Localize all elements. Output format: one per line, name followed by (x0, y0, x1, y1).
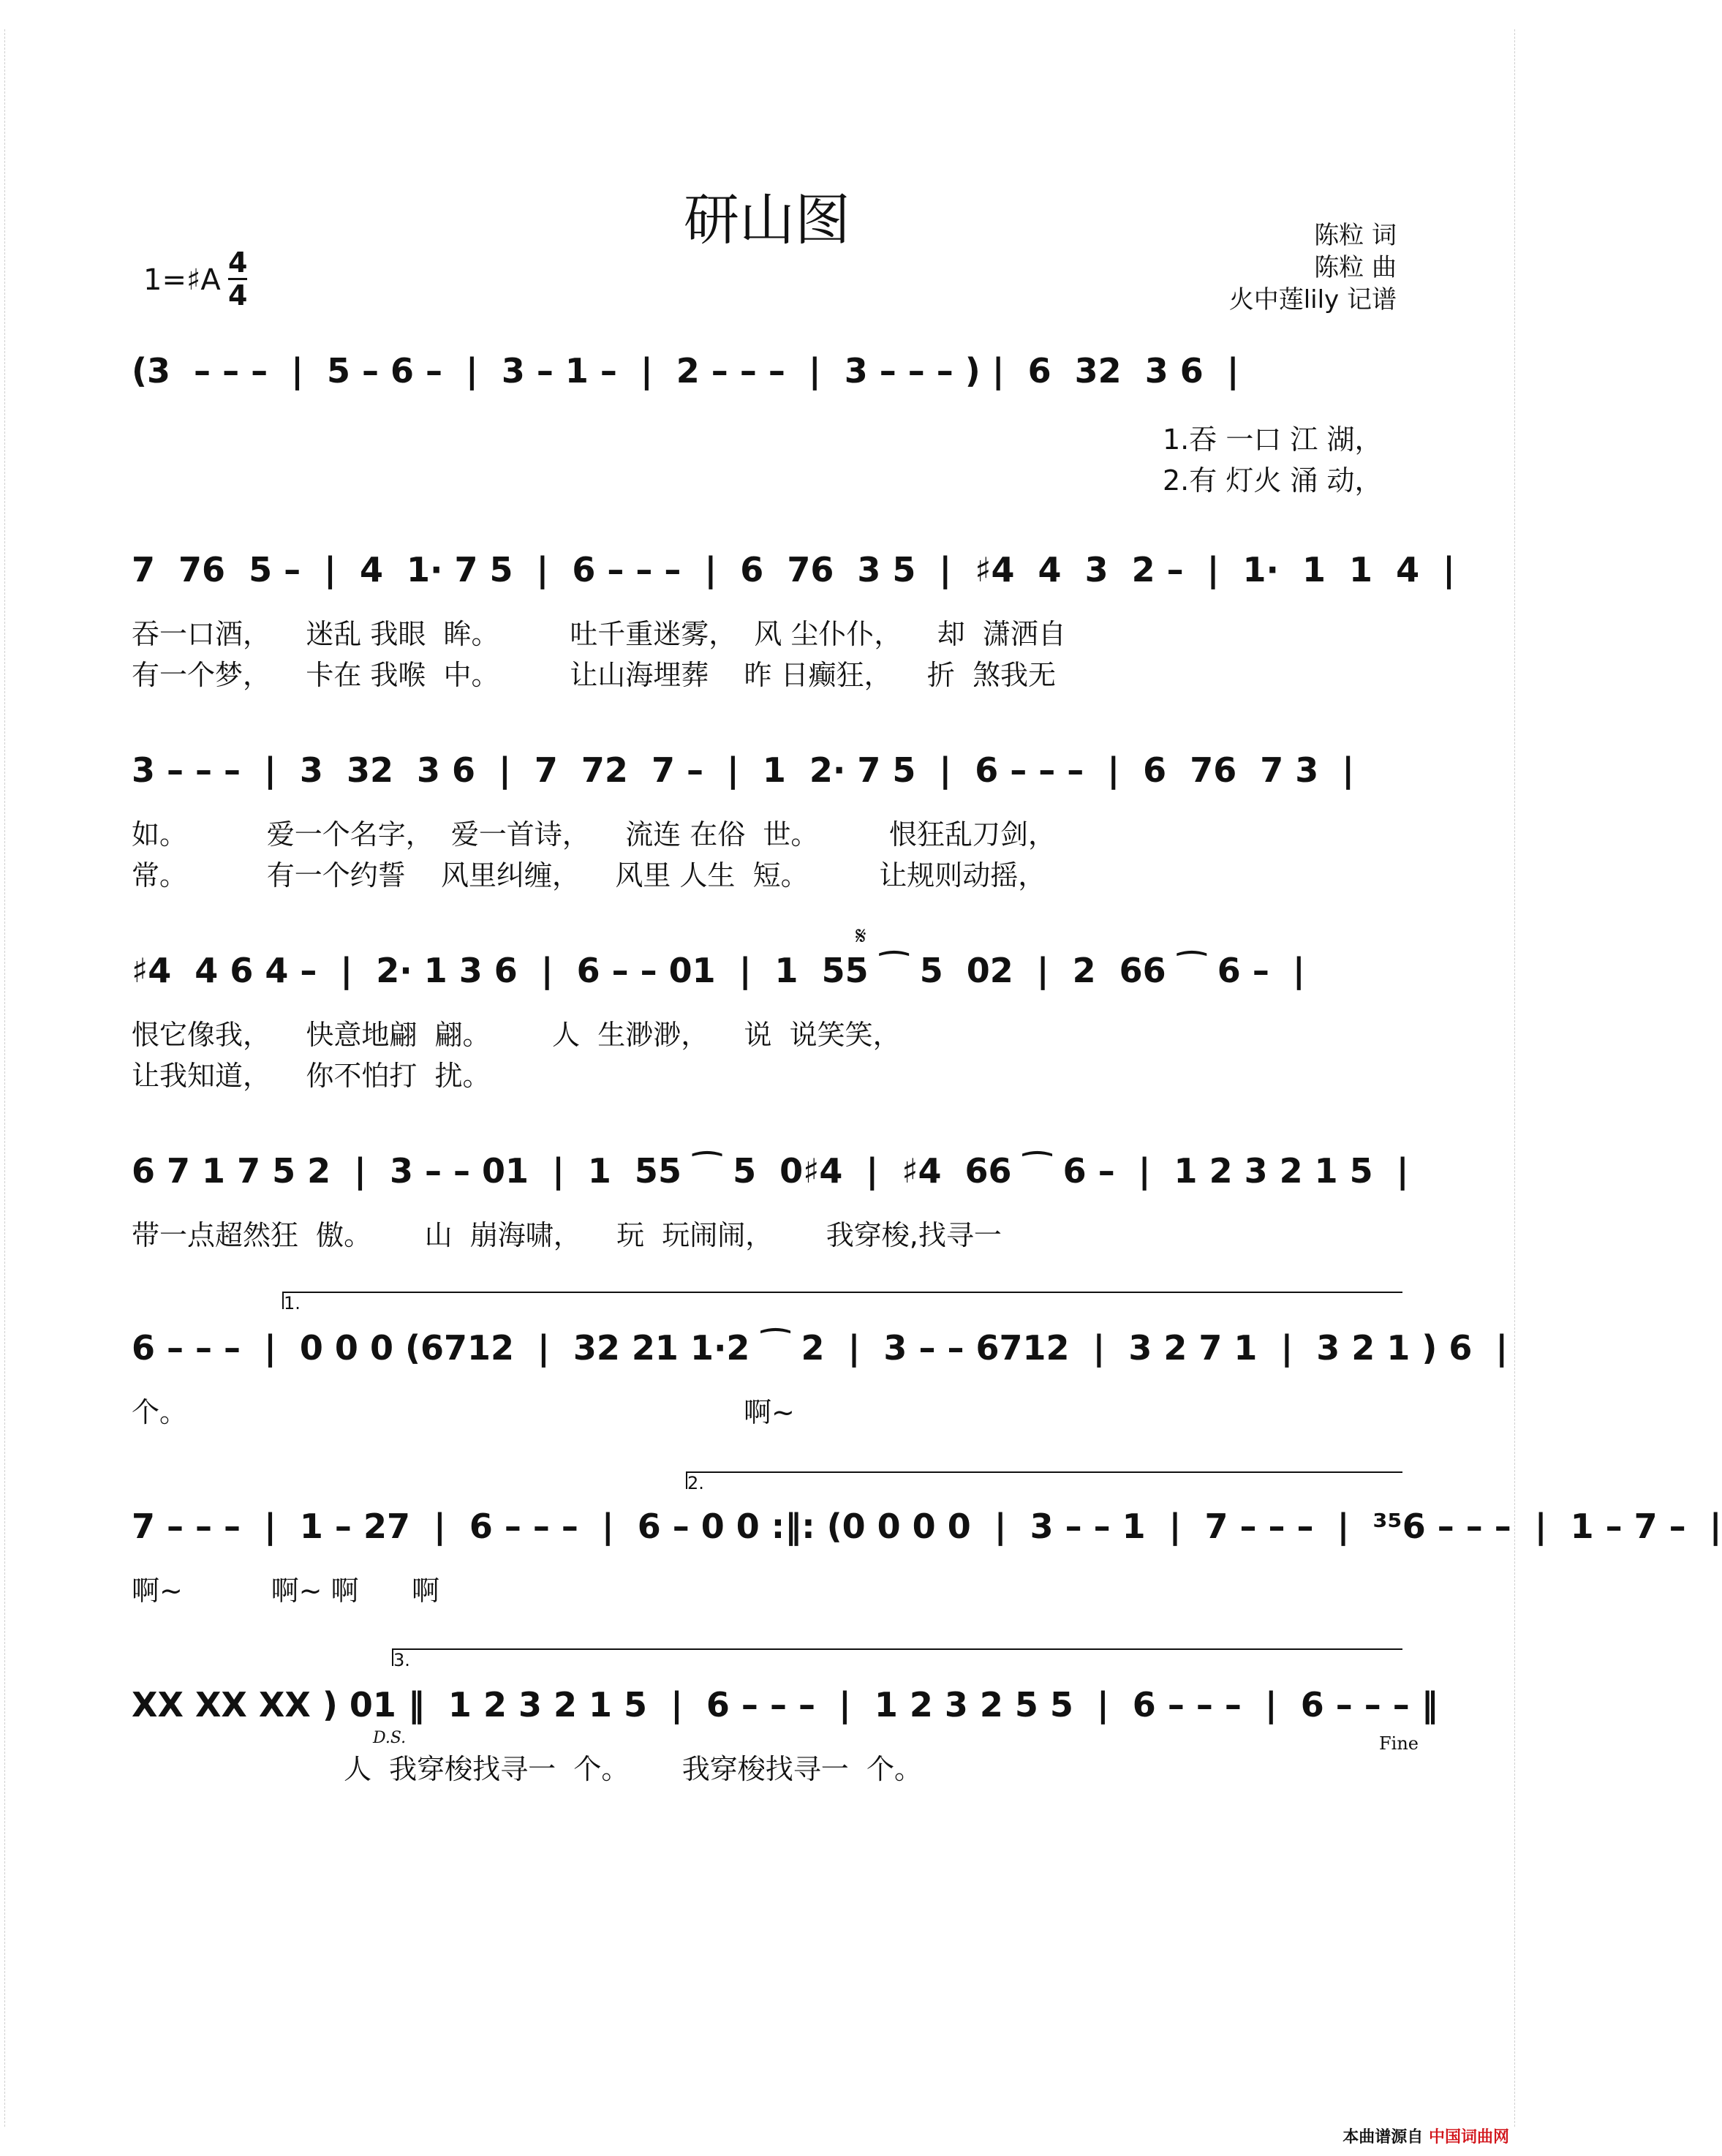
notes-line: 6 7 1 7 5 2 | 3 – – 01 | 1 55 ⁀ 5 0♯4 | ♯4 66 ⁀ 6 – | 1 2 3 2 1 5 | (132, 1151, 1409, 1191)
lyric-line-1: 啊~ 啊~ 啊 啊 (132, 1575, 440, 1607)
lyric-line-1: 如。 爱一个名字， 爱一首诗， 流连 在俗 世。 恨狂乱刀剑， (132, 818, 1057, 851)
lyric-line-2: 2.有 灯火 涌 动， (1163, 464, 1383, 497)
lyric-line-1: 人 我穿梭找寻一 个。 我穿梭找寻一 个。 (344, 1753, 922, 1785)
time-signature (228, 247, 247, 311)
segno-icon: 𝄋 (856, 921, 866, 951)
notes-line: 7 – – – | 1 – 27 | 6 – – – | 6 – 0 0 :‖: (0 0 0 0 | 3 – – 1 | 7 – – – | ³⁵6 – – – | 1 – 7 – | (132, 1507, 1722, 1546)
lyric-line-1: 吞一口酒， 迷乱 我眼 眸。 吐千重迷雾， 风 尘仆仆， 却 潇洒自 (132, 618, 1066, 650)
time-bottom: 4 (228, 279, 248, 312)
volta-bracket-3 (392, 1648, 1402, 1670)
notes-line: ♯4 4 6 4 – | 2· 1 3 6 | 6 – – 01 | 1 55 ⁀ 5 02 | 2 66 ⁀ 6 – | (132, 951, 1305, 990)
ds-marking: D.S. (373, 1729, 407, 1747)
notes-line: XX XX XX ) 01 ‖ 1 2 3 2 1 5 | 6 – – – | 1 2 3 2 5 5 | 6 – – – | 6 – – – ‖ (132, 1685, 1438, 1725)
fine-marking: Fine (1379, 1733, 1419, 1754)
footer-source (1343, 2125, 1509, 2147)
composer: 陈粒 曲 (1314, 253, 1397, 282)
volta-bracket-2 (686, 1471, 1402, 1493)
lyric-line-1: 恨它像我， 快意地翩 翩。 人 生渺渺， 说 说笑笑， (132, 1019, 901, 1051)
key-signature: 1=♯A (143, 263, 221, 297)
notes-line: 3 – – – | 3 32 3 6 | 7 72 7 – | 1 2· 7 5 | 6 – – – | 6 76 7 3 | (132, 750, 1355, 790)
notes-line: 6 – – – | 0 0 0 (6712 | 32 21 1·2 ⁀ 2 | 3 – – 6712 | 3 2 7 1 | 3 2 1 ) 6 | (132, 1328, 1508, 1368)
lyric-line-1: 个。 啊~ (132, 1396, 795, 1428)
lyric-line-1: 带一点超然狂 傲。 山 崩海啸， 玩 玩闹闹， 我穿梭,找寻一 (132, 1219, 1002, 1251)
volta-label: 1. (284, 1293, 301, 1313)
left-margin-watermark (4, 29, 20, 2127)
lyric-line-2: 有一个梦， 卡在 我喉 中。 让山海埋葬 昨 日癫狂， 折 煞我无 (132, 659, 1057, 691)
lyric-line-2: 常。 有一个约誓 风里纠缠， 风里 人生 短。 让规则动摇， (132, 859, 1046, 892)
lyricist: 陈粒 词 (1314, 221, 1397, 250)
time-top: 4 (228, 246, 248, 279)
credits (1229, 219, 1397, 316)
notes-line: (3 – – – | 5 – 6 – | 3 – 1 – | 2 – – – | 3 – – – ) | 6 32 3 6 | (132, 351, 1239, 391)
footer-source-label: 本曲谱源自 (1343, 2128, 1424, 2146)
volta-label: 2. (687, 1473, 704, 1493)
volta-bracket-1 (282, 1292, 1402, 1313)
song-title: 研山图 (684, 187, 850, 252)
lyric-line-2: 让我知道， 你不怕打 扰。 (132, 1060, 491, 1092)
notes-line: 7 76 5 – | 4 1· 7 5 | 6 – – – | 6 76 3 5 | ♯4 4 3 2 – | 1· 1 1 4 | (132, 550, 1455, 589)
right-margin-watermark (1514, 29, 1530, 2127)
footer-site-link[interactable]: 中国词曲网 (1428, 2128, 1509, 2146)
lyric-line-1: 1.吞 一口 江 湖， (1163, 423, 1383, 456)
transcriber: 火中莲lily 记谱 (1228, 285, 1397, 314)
volta-label: 3. (393, 1650, 410, 1670)
